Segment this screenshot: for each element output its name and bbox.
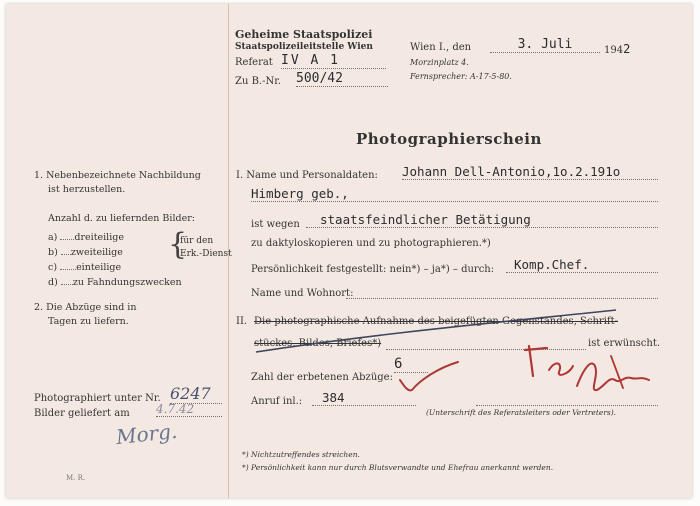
copies-value: 6: [394, 356, 428, 373]
option-b: b) zweiteilige: [48, 247, 123, 258]
phone-number: Fernsprecher: A-17-5-80.: [410, 72, 512, 81]
office-name: Staatspolizeileitstelle Wien: [235, 42, 373, 52]
brace-icon: {: [168, 227, 188, 262]
reason-label: ist wegen: [251, 219, 300, 230]
reason-value: staatsfeindlicher Betätigung: [306, 212, 658, 228]
delivered-date: 4.7.42: [156, 402, 222, 417]
identity-value: Komp.Chef.: [506, 257, 658, 273]
phone-value: 384: [312, 390, 416, 406]
signature-line: [476, 404, 658, 406]
section-2-line-2: stückes, Bildes, Briefes*): [254, 338, 382, 349]
photographed-label: Photographiert unter Nr.: [34, 393, 161, 404]
instruction-2: 2. Die Abzüge sind in: [34, 302, 137, 313]
document-title: Photographierschein: [356, 130, 542, 148]
instruction-1-cont: ist herzustellen.: [48, 184, 126, 195]
zu-value: 500/42: [296, 71, 388, 87]
instruction-2-cont: Tagen zu liefern.: [48, 316, 129, 327]
phone-label: Anruf inl.:: [251, 396, 303, 407]
option-d: d) zu Fahndungszwecken: [48, 277, 182, 288]
date-value: 3. Juli: [490, 37, 600, 53]
address: Morzinplatz 4.: [410, 58, 469, 67]
signature-caption: (Unterschrift des Referatsleiters oder Vertreters).: [426, 408, 617, 417]
section-2-label: II.: [236, 316, 248, 327]
section-1-label: I. Name und Personaldaten:: [236, 170, 378, 181]
person-name: Johann Dell-Antonio,1o.2.191o: [402, 164, 658, 180]
footnote-2: *) Persönlichkeit kann nur durch Blutsverwandte und Ehefrau anerkannt werden.: [242, 463, 554, 472]
city-label: Wien I., den: [410, 42, 472, 53]
section-2-line-1: Die photographische Aufnahme des beigefügten Gegenstandes, Schrift-: [254, 316, 619, 327]
residence-label: Name und Wohnort:: [251, 288, 354, 299]
handwritten-initials: Morg.: [114, 418, 179, 450]
document-page: [6, 4, 692, 498]
delivered-label: Bilder geliefert am: [34, 408, 130, 419]
agency-name: Geheime Staatspolizei: [235, 28, 373, 41]
zu-label: Zu B.-Nr.: [235, 76, 282, 87]
footnote-1: *) Nichtzutreffendes streichen.: [242, 450, 360, 459]
referat-value: IV A 1: [281, 53, 386, 69]
section-2-end: ist erwünscht.: [588, 338, 661, 349]
residence-line: [346, 297, 658, 299]
instruction-1: 1. Nebenbezeichnete Nachbildung: [34, 170, 201, 181]
birthplace: Himberg geb.,: [251, 186, 658, 202]
option-c: c) einteilige: [48, 262, 122, 273]
copies-label: Zahl der erbetenen Abzüge:: [251, 372, 393, 383]
year-value: 1942: [604, 42, 631, 56]
referat-label: Referat: [235, 57, 273, 68]
count-label: Anzahl d. zu liefernden Bilder:: [48, 213, 195, 224]
identity-label: Persönlichkeit festgestellt: nein*) – ja*) – durch:: [251, 264, 495, 275]
option-a: a) dreiteilige: [48, 232, 124, 243]
footer-code: M. R.: [66, 474, 86, 482]
purpose-text: zu daktyloskopieren und zu photographieren.*): [251, 238, 491, 249]
brace-text-2: Erk.-Dienst: [180, 249, 232, 259]
brace-text-1: für den: [180, 236, 214, 246]
photographed-number: 6247: [170, 384, 222, 404]
